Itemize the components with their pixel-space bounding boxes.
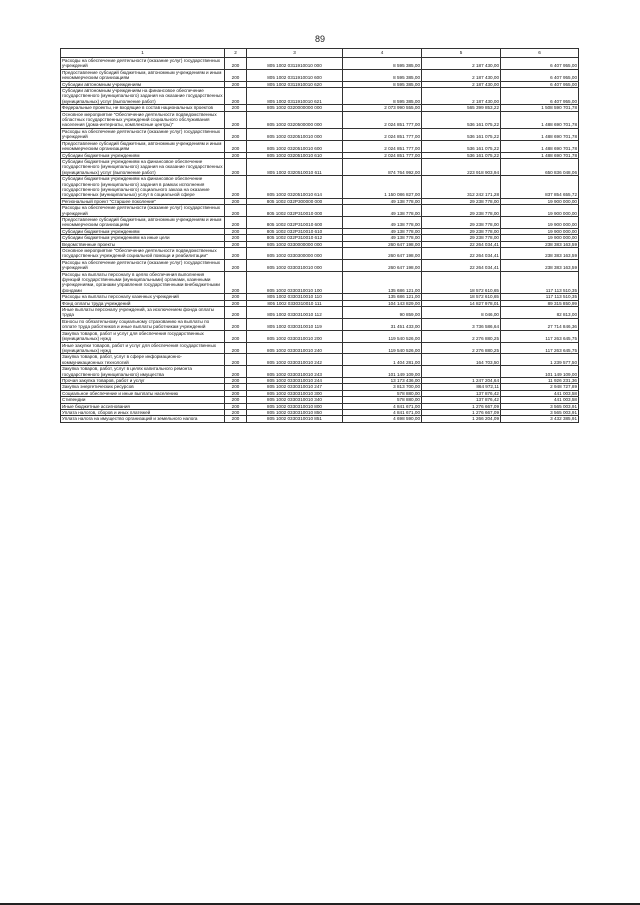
table-cell-amount1: 90 859,00 <box>343 307 422 319</box>
table-cell-code: 200 <box>225 409 247 415</box>
table-cell-kbk: 805 1002 0311910010 600 <box>247 69 343 81</box>
table-cell-amount1: 260 647 198,00 <box>343 248 422 260</box>
table-cell-kbk: 805 1002 032P300000 000 <box>247 198 343 204</box>
table-cell-kbk: 805 1002 0330310010 200 <box>247 330 343 342</box>
table-cell-amount1: 874 764 992,00 <box>343 158 422 175</box>
table-cell-amount1: 4 841 671,00 <box>343 409 422 415</box>
table-row <box>61 307 579 319</box>
table-cell-amount3: 1 508 590 701,78 <box>501 105 579 111</box>
table-cell-amount1: 101 149 109,00 <box>343 366 422 378</box>
table-cell-amount3: 19 900 000,00 <box>501 198 579 204</box>
table-cell-amount2: 8 046,00 <box>422 307 501 319</box>
table-cell-kbk: 805 1002 0330310010 240 <box>247 342 343 354</box>
table-cell-amount3: 837 854 655,72 <box>501 176 579 199</box>
table-cell-name: Субсидии бюджетным учреждениям на финансовое обеспечение государственного (муниципального) задания в рамках исполнения государственного (муниципального) социального заказа на оказание государственных (муниципальных) услуг в социальной сфере <box>61 176 225 199</box>
table-cell-amount3: 441 003,58 <box>501 390 579 396</box>
table-cell-amount3: 101 149 109,00 <box>501 366 579 378</box>
table-cell-name: Предоставление субсидий бюджетным, автономным учреждениям и иным некоммерческим организациям <box>61 69 225 81</box>
table-cell-kbk: 805 1002 0320510010 611 <box>247 158 343 175</box>
table-cell-kbk: 805 1002 0311910010 620 <box>247 81 343 87</box>
table-cell-name: Субсидии бюджетным учреждениям <box>61 152 225 158</box>
table-cell-kbk: 805 1002 0330310010 247 <box>247 384 343 390</box>
table-cell-code: 200 <box>225 354 247 366</box>
table-cell-code: 200 <box>225 318 247 330</box>
table-cell-code: 200 <box>225 140 247 152</box>
table-cell-name: Уплата налогов, сборов и иных платежей <box>61 409 225 415</box>
table-cell-name: Предоставление субсидий бюджетным, автономным учреждениям и иным некоммерческим организациям <box>61 216 225 228</box>
table-cell-kbk: 805 1002 0320510010 610 <box>247 152 343 158</box>
table-cell-kbk: 805 1002 0311910010 000 <box>247 58 343 70</box>
table-cell-amount2: 2 187 430,00 <box>422 81 501 87</box>
table-cell-code: 200 <box>225 403 247 409</box>
table-cell-amount3: 82 813,00 <box>501 307 579 319</box>
table-cell-code: 200 <box>225 158 247 175</box>
table-cell-name: Субсидии бюджетным учреждениям <box>61 228 225 234</box>
table-cell-code: 200 <box>225 228 247 234</box>
table-cell-amount3: 19 900 000,00 <box>501 205 579 217</box>
table-cell-code: 200 <box>225 198 247 204</box>
table-cell-name: Взносы по обязательному социальному страхованию на выплаты по оплате труда работников и иные выплаты работникам учреждений <box>61 318 225 330</box>
table-cell-amount3: 441 003,58 <box>501 397 579 403</box>
table-cell-amount1: 2 073 990 555,00 <box>343 105 422 111</box>
table-cell-amount2: 2 276 880,25 <box>422 330 501 342</box>
table-cell-amount2: 2 276 880,25 <box>422 342 501 354</box>
table-cell-amount3: 650 836 048,06 <box>501 158 579 175</box>
table-cell-code: 200 <box>225 111 247 128</box>
table-cell-code: 200 <box>225 81 247 87</box>
table-cell-code: 200 <box>225 205 247 217</box>
table-cell-name: Расходы на обеспечение деятельности (оказание услуг) государственных учреждений <box>61 259 225 271</box>
table-cell-code: 200 <box>225 128 247 140</box>
table-row <box>61 259 579 271</box>
table-cell-amount2 <box>422 366 501 378</box>
table-cell-amount1: 13 173 436,00 <box>343 377 422 383</box>
table-cell-amount1: 49 138 778,00 <box>343 228 422 234</box>
header-col-5: 5 <box>422 49 501 58</box>
table-cell-kbk: 805 1002 0330310010 300 <box>247 390 343 396</box>
table-cell-amount3: 238 383 163,59 <box>501 248 579 260</box>
table-cell-amount3: 1 488 690 701,78 <box>501 152 579 158</box>
table-row <box>61 354 579 366</box>
table-cell-amount1: 49 138 778,00 <box>343 235 422 241</box>
table-cell-amount3: 89 315 850,99 <box>501 300 579 306</box>
table-cell-amount2: 164 703,50 <box>422 354 501 366</box>
table-cell-kbk: 805 1002 0330310010 110 <box>247 294 343 300</box>
table-cell-amount1: 135 686 121,00 <box>343 271 422 294</box>
table-cell-kbk: 805 1002 0330310010 851 <box>247 416 343 422</box>
table-cell-name: Фонд оплаты труда учреждений <box>61 300 225 306</box>
table-cell-amount1: 2 024 851 777,00 <box>343 128 422 140</box>
table-cell-amount1: 49 138 778,00 <box>343 198 422 204</box>
table-cell-kbk: 805 1002 0330310010 119 <box>247 318 343 330</box>
table-cell-name: Субсидии автономным учреждениям на финансовое обеспечение государственного (муниципального) задания на оказание государственных (муниципальных) услуг (выполнение работ) <box>62 88 223 104</box>
table-cell-amount2: 3 736 586,64 <box>422 318 501 330</box>
table-cell-name: Прочая закупка товаров, работ и услуг <box>61 377 225 383</box>
table-cell-amount1: 104 143 829,00 <box>343 300 422 306</box>
table-cell-amount3: 2 948 727,89 <box>501 384 579 390</box>
table-cell-amount2: 18 572 610,65 <box>422 294 501 300</box>
table-cell-amount3: 117 113 510,35 <box>501 294 579 300</box>
table-cell-amount1: 49 138 778,00 <box>343 205 422 217</box>
table-cell-amount3: 27 714 846,36 <box>501 318 579 330</box>
table-cell-code: 200 <box>225 416 247 422</box>
table-cell-name: Закупка энергетических ресурсов <box>61 384 225 390</box>
table-cell-amount3: 1 488 690 701,78 <box>501 140 579 152</box>
table-cell-kbk: 805 1002 0320500000 000 <box>247 111 343 128</box>
table-cell-amount2: 22 264 034,41 <box>422 248 501 260</box>
table-cell-amount2: 18 572 610,65 <box>422 271 501 294</box>
table-cell-amount1: 578 880,00 <box>343 390 422 396</box>
table-cell-code: 200 <box>225 384 247 390</box>
table-cell-name: Расходы на выплаты персоналу казенных учреждений <box>61 294 225 300</box>
table-cell-name: Закупка товаров, работ и услуг для обеспечения государственных (муниципальных) нужд <box>61 330 225 342</box>
table-row <box>61 248 579 260</box>
table-cell-amount3: 117 113 510,35 <box>501 271 579 294</box>
table-cell-kbk: 805 1002 0330310010 242 <box>247 354 343 366</box>
table-cell-amount1: 119 540 526,00 <box>343 330 422 342</box>
table-cell-amount1: 8 595 385,00 <box>343 88 422 105</box>
table-cell-amount2: 536 161 075,22 <box>422 111 501 128</box>
table-cell-name: Расходы на выплаты персоналу в целях обеспечения выполнения функций государственными (муниципальными) органами, казенными учреждениями, органами управления государственными внебюджетными фондами <box>61 271 225 294</box>
table-cell-amount2: 137 876,42 <box>422 397 501 403</box>
header-col-1: 1 <box>61 49 225 58</box>
table-row <box>61 271 579 294</box>
table-row <box>61 128 579 140</box>
table-cell-name: Основное мероприятие "Обеспечение деятельности подведомственных областных государственных учреждений социального обслуживания населения (дома-интернаты, комплексные центры)" <box>61 111 225 128</box>
table-cell-name: Иные выплаты персоналу учреждений, за исключением фонда оплаты труда <box>61 307 225 319</box>
table-row <box>61 58 579 70</box>
table-cell-name: Основное мероприятие "Обеспечение деятельности подведомственных государственных учреждений социальной помощи и реабилитации" <box>61 248 225 260</box>
table-cell-kbk: 805 1002 0330310010 000 <box>247 259 343 271</box>
table-cell-code: 200 <box>225 294 247 300</box>
table-cell-amount3: 238 383 163,59 <box>501 241 579 247</box>
table-cell-amount2: 1 276 667,09 <box>422 409 501 415</box>
table-cell-kbk: 805 1002 0330310010 800 <box>247 403 343 409</box>
table-cell-name: Расходы на обеспечение деятельности (оказание услуг) государственных учреждений <box>61 205 225 217</box>
table-cell-amount3: 238 383 163,59 <box>501 259 579 271</box>
table-cell-amount3: 1 488 690 701,78 <box>501 111 579 128</box>
table-row <box>61 111 579 128</box>
table-cell-amount3: 3 565 003,91 <box>501 403 579 409</box>
table-cell-amount2: 29 238 778,00 <box>422 205 501 217</box>
table-cell-amount1: 260 647 198,00 <box>343 241 422 247</box>
table-cell-name: Стипендии <box>61 397 225 403</box>
table-row <box>61 88 579 105</box>
table-cell-amount3: 117 263 645,75 <box>501 342 579 354</box>
table-cell-amount2: 1 276 667,09 <box>422 403 501 409</box>
budget-execution-table <box>60 48 579 423</box>
table-cell-code: 200 <box>225 152 247 158</box>
table-cell-code: 200 <box>225 366 247 378</box>
table-cell-amount1: 8 595 385,00 <box>343 69 422 81</box>
table-cell-kbk: 805 1002 032P310010 610 <box>247 228 343 234</box>
table-cell-amount1: 3 813 700,00 <box>343 384 422 390</box>
table-header-row <box>61 49 579 58</box>
header-col-6: 6 <box>501 49 579 58</box>
table-cell-amount2: 536 161 075,22 <box>422 140 501 152</box>
table-cell-amount3: 117 263 645,75 <box>501 330 579 342</box>
table-cell-amount1: 1 150 086 827,00 <box>343 176 422 199</box>
table-cell-kbk: 805 1002 0330310010 340 <box>247 397 343 403</box>
page-number: 89 <box>314 34 325 44</box>
table-cell-kbk: 805 1002 0330310010 111 <box>247 300 343 306</box>
table-cell-name: Федеральные проекты, не входящие в состав национальных проектов <box>61 105 225 111</box>
table-cell-amount3: 19 900 000,00 <box>501 235 579 241</box>
table-cell-amount2: 29 238 778,00 <box>422 216 501 228</box>
table-cell-amount2: 22 264 034,41 <box>422 241 501 247</box>
table-cell-amount3: 1 239 577,50 <box>501 354 579 366</box>
table-cell-amount1: 49 138 778,00 <box>343 216 422 228</box>
table-cell-kbk: 805 1002 0320510010 000 <box>247 128 343 140</box>
table-cell-name: Расходы на обеспечение деятельности (оказание услуг) государственных учреждений <box>61 128 225 140</box>
table-cell-code: 200 <box>225 390 247 396</box>
table-row <box>61 342 579 354</box>
table-cell-name: Расходы на обеспечение деятельности (оказание услуг) государственных учреждений <box>61 58 225 70</box>
table-cell-code: 200 <box>225 235 247 241</box>
table-cell-amount1: 578 880,00 <box>343 397 422 403</box>
table-cell-name: Иные бюджетные ассигнования <box>61 403 225 409</box>
header-col-2: 2 <box>225 49 247 58</box>
table-cell-amount2: 223 918 903,94 <box>422 158 501 175</box>
table-cell-code: 200 <box>225 69 247 81</box>
table-cell-kbk: 805 1002 032P310010 000 <box>247 205 343 217</box>
table-cell-amount2: 536 161 075,22 <box>422 152 501 158</box>
table-row <box>61 205 579 217</box>
table-cell-code: 200 <box>225 259 247 271</box>
table-cell-amount2: 137 876,42 <box>422 390 501 396</box>
table-cell-amount2: 2 187 430,00 <box>422 88 501 105</box>
table-row <box>61 158 579 175</box>
table-cell-amount2: 29 238 778,00 <box>422 228 501 234</box>
table-cell-code: 200 <box>225 377 247 383</box>
table-cell-amount3: 19 900 000,00 <box>501 228 579 234</box>
table-cell-amount2: 29 238 778,00 <box>422 235 501 241</box>
table-cell-name: Уплата налога на имущество организаций и земельного налога <box>61 416 225 422</box>
table-cell-code: 200 <box>225 216 247 228</box>
header-col-3: 3 <box>247 49 343 58</box>
table-cell-name: Социальное обеспечение и иные выплаты населению <box>61 390 225 396</box>
table-cell-kbk: 805 1002 0330310010 100 <box>247 271 343 294</box>
table-cell-amount1: 8 595 385,00 <box>343 58 422 70</box>
table-cell-amount2: 565 399 853,22 <box>422 105 501 111</box>
table-cell-amount2: 2 187 430,00 <box>422 58 501 70</box>
table-cell-amount2: 312 242 171,28 <box>422 176 501 199</box>
table-cell-name: Ведомственные проекты <box>61 241 225 247</box>
table-cell-amount3: 6 407 955,00 <box>501 58 579 70</box>
table-cell-kbk: 805 1002 0330300000 000 <box>247 248 343 260</box>
table-cell-code: 200 <box>225 88 247 105</box>
table-cell-code: 200 <box>225 241 247 247</box>
table-cell-amount2: 1 247 204,64 <box>422 377 501 383</box>
table-cell-amount2: 14 827 978,01 <box>422 300 501 306</box>
table-cell-kbk: 805 1002 0320000000 000 <box>247 105 343 111</box>
table-cell-code: 200 <box>225 397 247 403</box>
table-cell-kbk: 805 1002 032P310010 612 <box>247 235 343 241</box>
table-cell-kbk: 805 1002 0330310010 850 <box>247 409 343 415</box>
table-cell-amount1: 2 024 851 777,00 <box>343 111 422 128</box>
table-cell-amount3: 3 565 003,91 <box>501 409 579 415</box>
table-row <box>61 216 579 228</box>
table-cell-name: Закупка товаров, работ, услуг в сфере информационно-коммуникационных технологий <box>61 354 225 366</box>
table-cell-kbk: 805 1002 0330310010 243 <box>247 366 343 378</box>
table-cell-name: Субсидии бюджетным учреждениям на иные цели <box>61 235 225 241</box>
table-cell-amount1: 4 841 671,00 <box>343 403 422 409</box>
table-cell-code: 200 <box>225 58 247 70</box>
header-col-4: 4 <box>343 49 422 58</box>
table-cell-amount3: 6 407 955,00 <box>501 69 579 81</box>
table-cell-amount3: 1 488 690 701,78 <box>501 128 579 140</box>
table-row <box>61 330 579 342</box>
table-cell-code: 200 <box>225 307 247 319</box>
table-cell-amount1: 260 647 198,00 <box>343 259 422 271</box>
table-cell-amount1: 2 024 851 777,00 <box>343 152 422 158</box>
table-cell-amount2: 1 266 204,09 <box>422 416 501 422</box>
table-row <box>61 176 579 199</box>
table-cell-name: Региональный проект "Старшее поколение" <box>61 198 225 204</box>
table-cell-amount3: 6 407 955,00 <box>501 81 579 87</box>
table-cell-code: 200 <box>225 330 247 342</box>
table-cell-code: 200 <box>225 105 247 111</box>
table-cell-amount3: 19 900 000,00 <box>501 216 579 228</box>
table-cell-amount1: 31 451 433,00 <box>343 318 422 330</box>
table-cell-amount3: 11 926 231,36 <box>501 377 579 383</box>
table-cell-name: Субсидии бюджетным учреждениям на финансовое обеспечение государственного (муниципального) задания на оказание государственных (муниципальных) услуг (выполнение работ) <box>62 158 223 175</box>
table-cell-kbk: 805 1002 032P310010 600 <box>247 216 343 228</box>
table-cell-kbk: 805 1002 0330310010 112 <box>247 307 343 319</box>
table-cell-amount2: 864 972,11 <box>422 384 501 390</box>
table-cell-amount3: 3 432 385,91 <box>501 416 579 422</box>
table-cell-amount2: 22 264 034,41 <box>422 259 501 271</box>
table-cell-amount2: 2 187 430,00 <box>422 69 501 81</box>
table-row <box>61 366 579 378</box>
table-cell-amount3: 6 407 955,00 <box>501 88 579 105</box>
table-cell-kbk: 805 1002 0330310010 244 <box>247 377 343 383</box>
table-cell-kbk: 805 1002 0320510010 600 <box>247 140 343 152</box>
table-cell-amount1: 4 698 590,00 <box>343 416 422 422</box>
table-cell-amount1: 135 686 121,00 <box>343 294 422 300</box>
table-row <box>61 416 579 422</box>
table-cell-name: Предоставление субсидий бюджетным, автономным учреждениям и иным некоммерческим организациям <box>61 140 225 152</box>
table-cell-code: 200 <box>225 342 247 354</box>
table-cell-name: Закупка товаров, работ, услуг в целях капитального ремонта государственного (муниципального) имущества <box>61 366 225 378</box>
table-cell-kbk: 805 1002 0320510010 614 <box>247 176 343 199</box>
table-cell-amount1: 2 024 851 777,00 <box>343 140 422 152</box>
table-cell-code: 200 <box>225 271 247 294</box>
table-cell-amount2: 29 238 778,00 <box>422 198 501 204</box>
table-cell-name: Субсидии автономным учреждениям <box>61 81 225 87</box>
table-cell-name: Иные закупки товаров, работ и услуг для обеспечения государственных (муниципальных) нужд <box>61 342 225 354</box>
table-row <box>61 69 579 81</box>
table-cell-kbk: 805 1002 0330000000 000 <box>247 241 343 247</box>
table-cell-code: 200 <box>225 176 247 199</box>
table-cell-amount1: 1 404 281,00 <box>343 354 422 366</box>
table-cell-amount2: 536 161 075,22 <box>422 128 501 140</box>
table-cell-code: 200 <box>225 248 247 260</box>
table-cell-code: 200 <box>225 300 247 306</box>
table-row <box>61 318 579 330</box>
table-row <box>61 140 579 152</box>
table-cell-amount1: 8 595 385,00 <box>343 81 422 87</box>
table-cell-kbk: 805 1002 0311910010 621 <box>247 88 343 105</box>
table-cell-amount1: 119 540 526,00 <box>343 342 422 354</box>
